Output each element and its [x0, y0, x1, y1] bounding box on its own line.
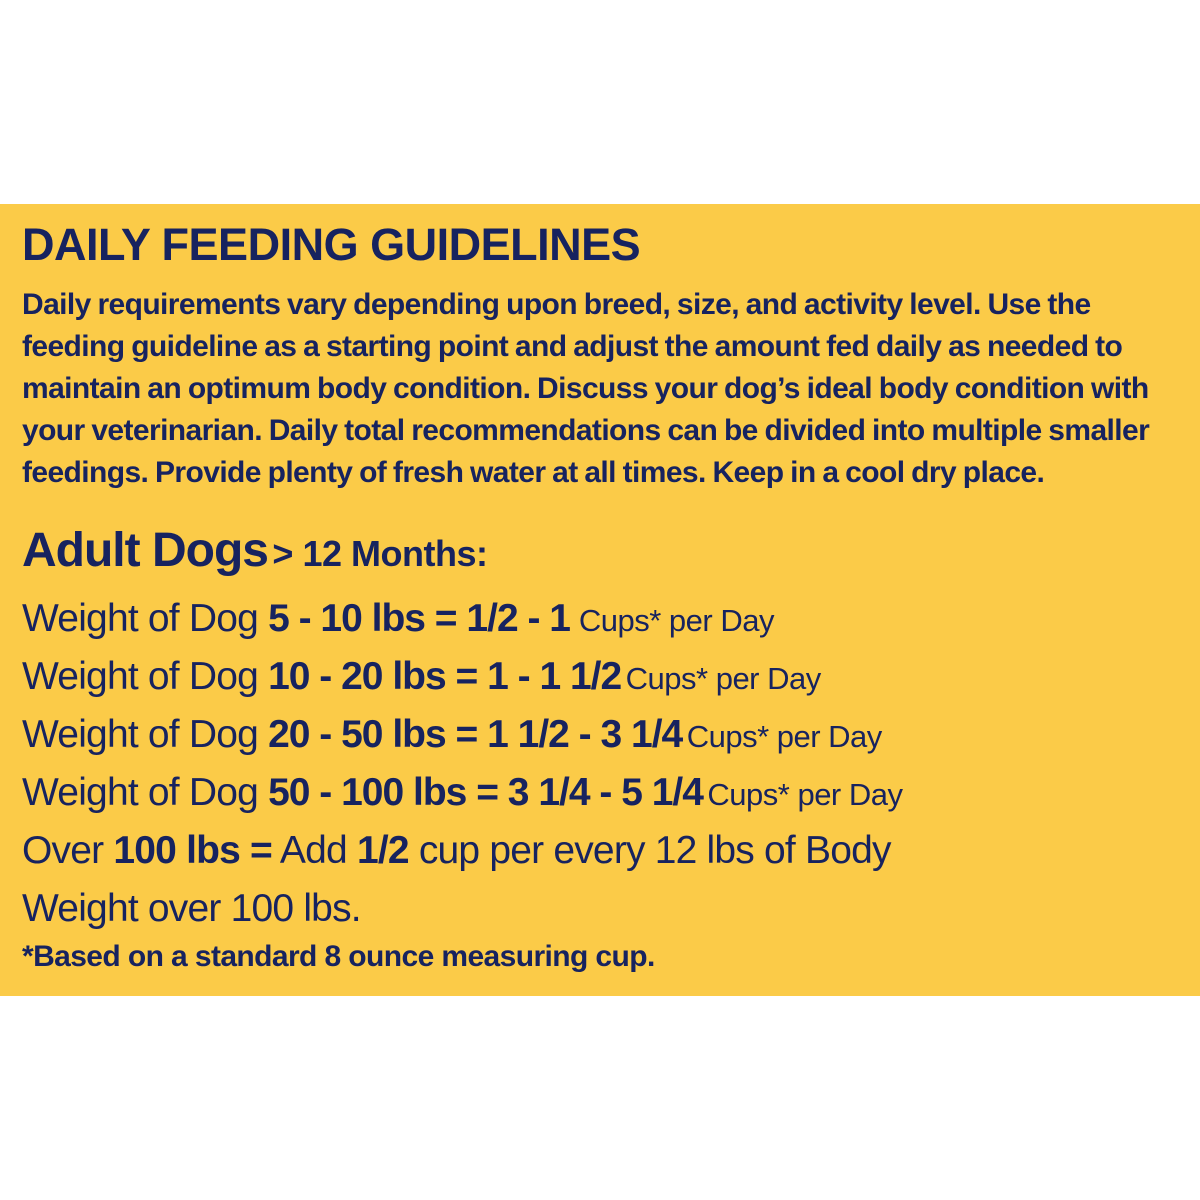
over-amount: 1/2 — [356, 829, 409, 872]
row-range: 5 - 10 lbs = 1/2 - 1 — [268, 597, 570, 640]
feeding-row — [22, 648, 903, 706]
panel-title: DAILY FEEDING GUIDELINES — [22, 219, 641, 270]
row-lead: Weight of Dog — [22, 771, 269, 814]
over-add-text: Add — [272, 829, 357, 872]
over-line-2: Weight over 100 lbs. — [22, 887, 361, 930]
intro-line: Daily requirements vary depending upon breed, size, and activity level. Use the — [22, 288, 1091, 321]
row-lead: Weight of Dog — [22, 713, 269, 756]
row-unit: Cups* per Day — [625, 661, 821, 696]
feeding-row — [22, 590, 903, 648]
over-prefix: Over — [22, 829, 114, 872]
row-lead: Weight of Dog — [22, 597, 269, 640]
row-range: 50 - 100 lbs = 3 1/4 - 5 1/4 — [268, 771, 703, 814]
row-unit: Cups* per Day — [707, 777, 903, 812]
heading-qualifier: > 12 Months: — [272, 533, 488, 574]
intro-paragraph — [22, 284, 1187, 494]
over-weight: 100 lbs = — [113, 829, 273, 872]
over-100-lbs-text — [22, 822, 1022, 938]
intro-line: maintain an optimum body condition. Discuss your dog’s ideal body condition with — [22, 372, 1149, 405]
heading-main: Adult Dogs — [22, 524, 268, 577]
feeding-row — [22, 706, 903, 764]
intro-line: feeding guideline as a starting point and adjust the amount fed daily as needed to — [22, 330, 1123, 363]
over-rest: cup per every 12 lbs of Body — [408, 829, 891, 872]
over-line — [22, 822, 1022, 880]
intro-line: your veterinarian. Daily total recommendations can be divided into multiple smaller — [22, 414, 1150, 447]
row-range: 10 - 20 lbs = 1 - 1 1/2 — [268, 655, 622, 698]
feeding-guidelines-panel — [0, 204, 1200, 996]
row-unit: Cups* per Day — [686, 719, 882, 754]
row-unit: Cups* per Day — [578, 603, 774, 638]
feeding-row — [22, 764, 903, 822]
feeding-rows — [22, 590, 903, 822]
row-range: 20 - 50 lbs = 1 1/2 - 3 1/4 — [268, 713, 683, 756]
footnote: *Based on a standard 8 ounce measuring cup. — [22, 940, 655, 973]
adult-dogs-heading — [22, 524, 488, 577]
intro-line: feedings. Provide plenty of fresh water at all times. Keep in a cool dry place. — [22, 456, 1045, 489]
row-lead: Weight of Dog — [22, 655, 269, 698]
